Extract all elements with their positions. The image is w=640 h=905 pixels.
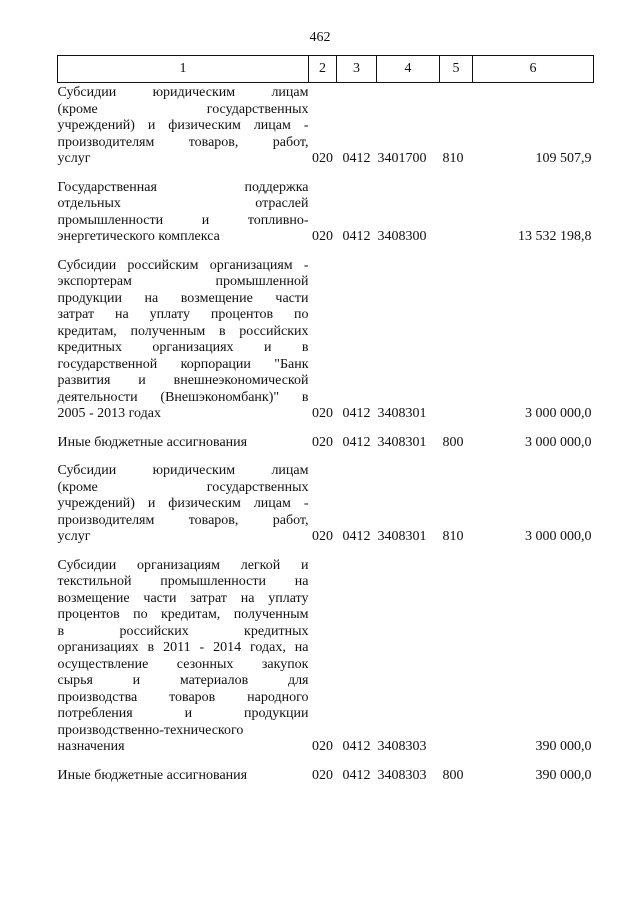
- header-col-4: 4: [377, 56, 440, 83]
- table-row: [58, 558, 594, 768]
- row-name-line: осуществление сезонных закупок: [57, 656, 309, 672]
- row-name-line: процентов по кредитам, полученным: [57, 607, 309, 622]
- row-amount: 390 000,0: [535, 767, 592, 783]
- row-col-3: 0412: [342, 151, 371, 166]
- row-name-line: Государственная поддержка: [57, 179, 309, 195]
- row-col-2: 020: [312, 229, 333, 244]
- row-name-line: Иные бюджетные ассигнования: [57, 767, 248, 783]
- row-name-line: организациях в 2011 - 2014 годах, на: [57, 640, 309, 655]
- row-col-5: 810: [442, 151, 464, 166]
- row-col-4: 3408301: [377, 529, 427, 544]
- row-name-line: Субсидии юридическим лицам: [57, 463, 309, 478]
- row-col-4: 3401700: [377, 151, 427, 166]
- header-col-5: 5: [440, 56, 473, 83]
- row-name-line: развития и внешнеэкономической: [57, 373, 309, 388]
- row-name-line: Субсидии юридическим лицам: [57, 85, 309, 100]
- budget-table: [57, 55, 594, 796]
- table-body: [58, 83, 594, 797]
- row-name-line: кредитам, полученным в российских: [57, 323, 309, 339]
- page-number: 462: [309, 30, 331, 45]
- row-col-5: [440, 180, 473, 258]
- row-name-line: возмещение части затрат на уплату: [57, 590, 309, 606]
- row-name-line: текстильной промышленности на: [57, 574, 309, 589]
- table-row: [58, 435, 594, 464]
- row-name-line: государственной корпорации "Банк: [57, 356, 309, 372]
- row-col-4: 3408303: [377, 739, 427, 754]
- row-amount: 390 000,0: [535, 739, 592, 754]
- row-name-line: учреждений) и физическим лицам -: [57, 496, 309, 511]
- row-name-line: промышленности и топливно-: [57, 212, 309, 228]
- row-name-line: услуг: [57, 529, 91, 544]
- row-col-2: 020: [312, 529, 333, 544]
- row-col-3: 0412: [342, 529, 371, 544]
- row-name-line: учреждений) и физическим лицам -: [57, 118, 309, 133]
- row-amount: 3 000 000,0: [525, 406, 592, 421]
- row-name-line: энергетического комплекса: [57, 229, 220, 244]
- table-header: [58, 56, 594, 83]
- row-col-2: 020: [312, 406, 333, 421]
- row-name: [58, 180, 309, 258]
- row-name: [58, 768, 309, 797]
- row-col-2: 020: [312, 739, 333, 754]
- row-col-5: 810: [442, 529, 464, 544]
- row-name-line: экспортерам промышленной: [57, 274, 309, 289]
- row-col-4: 3408301: [377, 406, 427, 421]
- header-col-2: 2: [309, 56, 337, 83]
- row-amount: 13 532 198,8: [518, 229, 592, 244]
- row-col-3: 0412: [342, 406, 371, 421]
- row-col-5: [440, 258, 473, 435]
- row-amount: 3 000 000,0: [525, 434, 592, 450]
- row-col-2: 020: [312, 151, 333, 166]
- table-row: [58, 463, 594, 558]
- row-col-4: 3408300: [377, 229, 427, 244]
- row-name: [58, 463, 309, 558]
- row-name-line: 2005 - 2013 годах: [57, 406, 161, 421]
- table-row: [58, 768, 594, 797]
- row-name-line: назначения: [57, 739, 125, 754]
- row-col-2: 020: [312, 434, 333, 450]
- row-name-line: производителям товаров, работ,: [57, 134, 309, 150]
- row-col-4: 3408303: [377, 767, 427, 783]
- header-col-1: 1: [58, 56, 309, 83]
- row-name-line: производства товаров народного: [57, 689, 309, 705]
- row-col-3: 0412: [342, 767, 371, 783]
- row-name-line: потребления и продукции: [57, 706, 309, 721]
- row-name-line: Субсидии российским организациям -: [57, 257, 309, 273]
- row-name-line: деятельности (Внешэкономбанк)" в: [57, 389, 309, 405]
- row-name-line: (кроме государственных: [57, 101, 309, 117]
- row-col-5: 800: [442, 434, 464, 450]
- table-row: [58, 83, 594, 180]
- row-col-2: 020: [312, 767, 333, 783]
- row-name-line: услуг: [57, 151, 91, 166]
- row-col-3: 0412: [342, 739, 371, 754]
- header-col-3: 3: [337, 56, 377, 83]
- row-name-line: Субсидии организациям легкой и: [57, 557, 309, 573]
- row-amount: 3 000 000,0: [525, 529, 592, 544]
- row-name-line: в российских кредитных: [57, 623, 309, 639]
- row-name: [58, 435, 309, 464]
- row-col-4: 3408301: [377, 434, 427, 450]
- row-name-line: Иные бюджетные ассигнования: [57, 434, 248, 450]
- row-col-3: 0412: [342, 229, 371, 244]
- row-name-line: (кроме государственных: [57, 479, 309, 495]
- table-row: [58, 180, 594, 258]
- row-name-line: продукции на возмещение части: [57, 290, 309, 306]
- row-col-3: 0412: [342, 434, 371, 450]
- row-amount: 109 507,9: [535, 151, 592, 166]
- row-col-5: 800: [442, 767, 464, 783]
- table-row: [58, 258, 594, 435]
- header-row: [58, 56, 594, 83]
- header-col-6: 6: [473, 56, 594, 83]
- row-col-5: [440, 558, 473, 768]
- row-name: [58, 258, 309, 435]
- row-name-line: кредитных организациях и в: [57, 340, 309, 355]
- row-name-line: затрат на уплату процентов по: [57, 307, 309, 322]
- row-name-line: производственно-технического: [57, 722, 244, 738]
- row-name-line: производителям товаров, работ,: [57, 512, 309, 528]
- row-name: [58, 558, 309, 768]
- row-name: [58, 83, 309, 180]
- row-name-line: отдельных отраслей: [57, 196, 309, 211]
- row-name-line: сырья и материалов для: [57, 673, 309, 688]
